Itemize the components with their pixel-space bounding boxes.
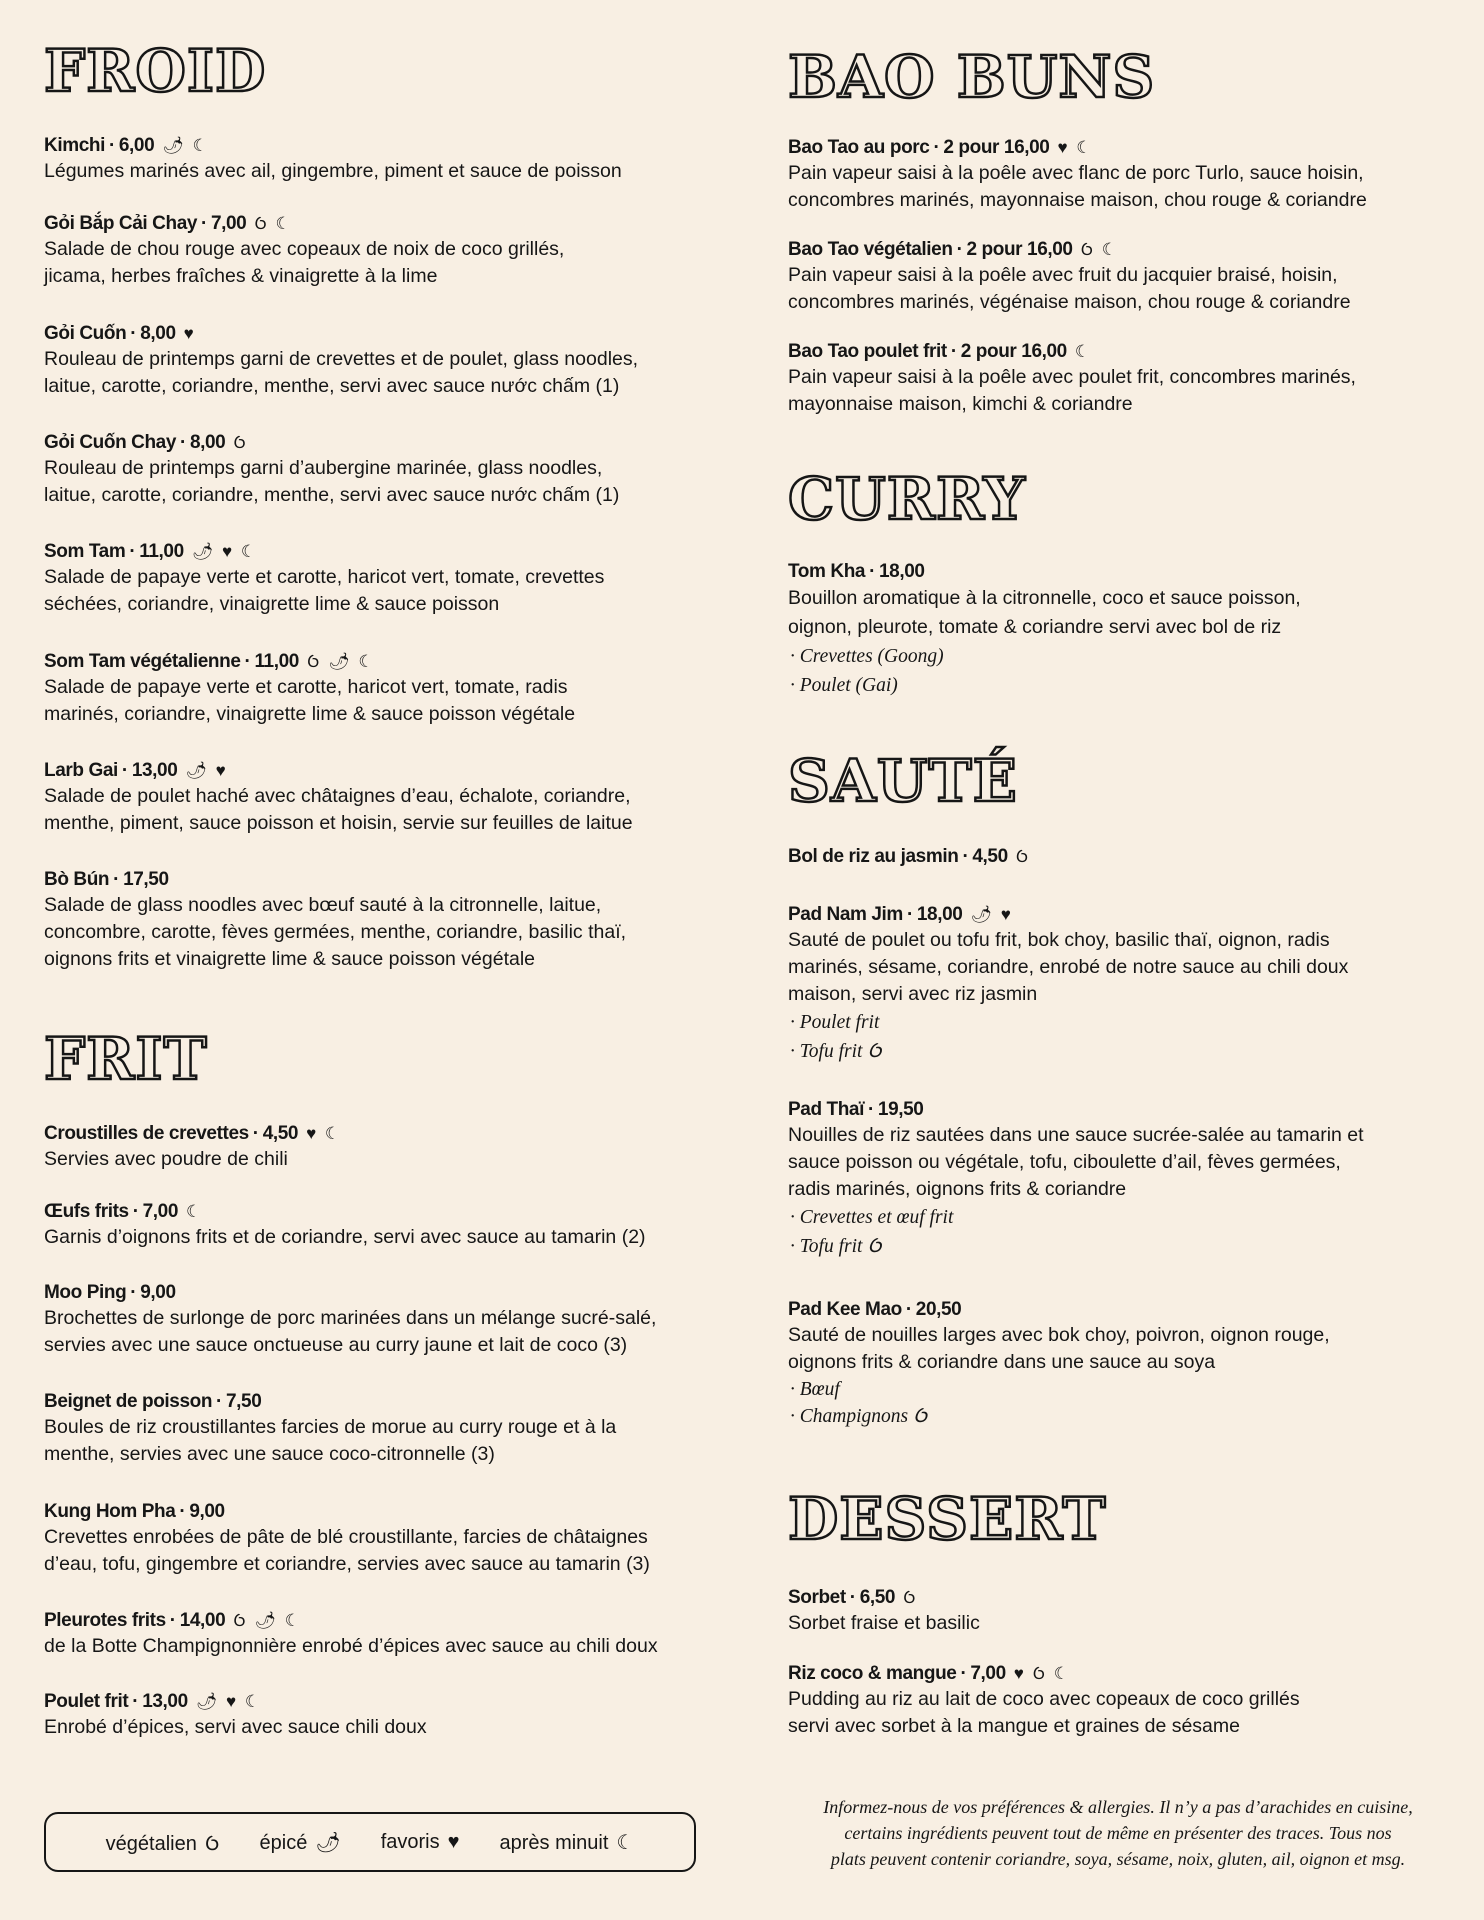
item-name: Kung Hom Pha (44, 1501, 176, 1522)
item-description: Sauté de nouilles larges avec bok choy, poivron, oignon rouge, oignons frits & coriandre dans une sauce au soya (788, 1324, 1330, 1373)
item-name: Riz coco & mangue (788, 1663, 957, 1684)
item-description: Légumes marinés avec ail, gingembre, piment et sauce de poisson (44, 160, 622, 182)
item-price: 11,00 (139, 541, 184, 562)
item-description: Enrobé d’épices, servi avec sauce chili doux (44, 1716, 427, 1738)
legend-after-midnight: après minuit ☾ (499, 1831, 635, 1854)
item-name: Larb Gai (44, 760, 118, 781)
item-option: · Poulet frit (790, 1012, 880, 1033)
icon-legend (44, 1812, 696, 1872)
item-price: 18,00 (879, 561, 925, 582)
moon-icon: ☾ (616, 1831, 635, 1854)
item-price: 2 pour 16,00 (960, 341, 1067, 362)
menu-item: Som Tam végétalienne · 11,00 Ỽ 🌶 ☾ Salade de papaye verte et carotte, haricot vert, tomate, radis marinés, coriandre, vinaigrette lime & sauce poisson végétale (44, 650, 704, 728)
item-description: Pudding au riz au lait de coco avec copeaux de coco grillés servi avec sorbet à la mangue et graines de sésame (788, 1688, 1300, 1737)
diet-icons: ♥ Ỽ ☾ (1013, 1664, 1072, 1683)
item-option: · Tofu frit Ỽ (790, 1041, 882, 1062)
menu-item: Beignet de poisson · 7,50 Boules de riz croustillantes farcies de morue au curry rouge et à la menthe, servies avec une sauce coco-citronnelle (3) (44, 1390, 704, 1468)
diet-icons: Ỽ (233, 433, 248, 452)
menu-item: Sorbet · 6,50 Ỽ Sorbet fraise et basilic (788, 1586, 1448, 1637)
menu-item: Kung Hom Pha · 9,00 Crevettes enrobées de pâte de blé croustillante, farcies de châtaignes d’eau, tofu, gingembre et coriandre, servies avec sauce au tamarin (3) (44, 1500, 704, 1578)
item-price: 8,00 (189, 432, 226, 453)
diet-icons: 🌶 ♥ ☾ (195, 1692, 263, 1711)
item-name: Bao Tao au porc (788, 137, 930, 158)
item-price: 7,00 (970, 1663, 1006, 1684)
item-description: Rouleau de printemps garni de crevettes et de poulet, glass noodles, laitue, carotte, coriandre, menthe, servi avec sauce nước chấm (1) (44, 348, 639, 397)
menu-item: Som Tam · 11,00 🌶 ♥ ☾ Salade de papaye verte et carotte, haricot vert, tomate, crevettes séchées, coriandre, vinaigrette lime & sauce poisson (44, 540, 704, 618)
menu-item: Gỏi Cuốn Chay · 8,00 Ỽ Rouleau de printemps garni d’aubergine marinée, glass noodles, laitue, carotte, coriandre, menthe, servi avec sauce nước chấm (1) (44, 431, 704, 509)
item-option: · Crevettes et œuf frit (790, 1207, 954, 1228)
item-name: Poulet frit (44, 1691, 129, 1712)
diet-icons: ☾ (186, 1202, 204, 1221)
item-description: Salade de chou rouge avec copeaux de noix de coco grillés, jicama, herbes fraîches & vinaigrette à la lime (44, 238, 565, 287)
item-name: Bol de riz au jasmin (788, 846, 959, 867)
item-price: 7,00 (142, 1201, 179, 1222)
menu-item: Bao Tao végétalien · 2 pour 16,00 Ỽ ☾ Pain vapeur saisi à la poêle avec fruit du jacquier braisé, hoisin, concombres marinés, végénaise maison, chou rouge & coriandre (788, 238, 1448, 316)
menu-item: Pad Kee Mao · 20,50 Sauté de nouilles larges avec bok choy, poivron, oignon rouge, oignons frits & coriandre dans une sauce au soya · Bœuf · Champignons Ỽ (788, 1298, 1448, 1430)
item-price: 4,50 (262, 1123, 299, 1144)
item-description: Salade de glass noodles avec bœuf sauté à la citronnelle, laitue, concombre, carotte, fèves germées, menthe, coriandre, basilic thaï, oignons frits et vinaigrette lime & sauce poisson végétale (44, 894, 627, 970)
menu-item: Larb Gai · 13,00 🌶 ♥ Salade de poulet haché avec châtaignes d’eau, échalote, coriandre, menthe, piment, sauce poisson et hoisin, servie sur feuilles de laitue (44, 759, 704, 837)
item-description: Pain vapeur saisi à la poêle avec fruit du jacquier braisé, hoisin, concombres marinés, végénaise maison, chou rouge & coriandre (788, 264, 1351, 313)
item-option: · Champignons Ỽ (790, 1406, 928, 1427)
item-description: Salade de poulet haché avec châtaignes d’eau, échalote, coriandre, menthe, piment, sauce poisson et hoisin, servie sur feuilles de laitue (44, 785, 633, 834)
item-price: 6,00 (118, 135, 155, 156)
item-name: Gỏi Cuốn (44, 323, 127, 344)
menu-item: Croustilles de crevettes · 4,50 ♥ ☾ Servies avec poudre de chili (44, 1122, 704, 1173)
item-price: 13,00 (142, 1691, 188, 1712)
item-description: Salade de papaye verte et carotte, haricot vert, tomate, radis marinés, coriandre, vinaigrette lime & sauce poisson végétale (44, 676, 576, 725)
menu-item: Bao Tao au porc · 2 pour 16,00 ♥ ☾ Pain vapeur saisi à la poêle avec flanc de porc Turlo, sauce hoisin, concombres marinés, mayonnaise maison, chou rouge & coriandre (788, 136, 1448, 214)
legend-favorite: favoris ♥ (380, 1830, 460, 1853)
item-name: Som Tam végétalienne (44, 651, 241, 672)
item-name: Kimchi (44, 135, 105, 156)
diet-icons: ♥ (183, 324, 196, 343)
item-name: Bò Bún (44, 869, 110, 890)
item-option: · Crevettes (Goong) (790, 646, 944, 667)
item-description: Pain vapeur saisi à la poêle avec flanc de porc Turlo, sauce hoisin, concombres marinés, mayonnaise maison, chou rouge & coriandre (788, 162, 1367, 211)
menu-item: Gỏi Cuốn · 8,00 ♥ Rouleau de printemps garni de crevettes et de poulet, glass noodles, laitue, carotte, coriandre, menthe, servi avec sauce nước chấm (1) (44, 322, 704, 400)
item-name: Moo Ping (44, 1282, 127, 1303)
item-price: 9,00 (140, 1282, 176, 1303)
allergy-note: Informez-nous de vos préférences & allergies. Il n’y a pas d’arachides en cuisine, certains ingrédients peuvent tout de même en présenter des traces. Tous nos plats peuvent contenir coriandre, soya, sésame, noix, gluten, ail, oignon et msg. (823, 1797, 1413, 1869)
menu-item: Gỏi Bắp Cải Chay · 7,00 Ỽ ☾ Salade de chou rouge avec copeaux de noix de coco grillés, jicama, herbes fraîches & vinaigrette à la lime (44, 212, 704, 290)
menu-item: Bò Bún · 17,50 Salade de glass noodles avec bœuf sauté à la citronnelle, laitue, concombre, carotte, fèves germées, menthe, coriandre, basilic thaï, oignons frits et vinaigrette lime & sauce poisson végétale (44, 868, 704, 973)
legend-vegetarian: végétalien Ỽ (105, 1832, 220, 1855)
menu-item: Poulet frit · 13,00 🌶 ♥ ☾ Enrobé d’épices, servi avec sauce chili doux (44, 1690, 704, 1741)
section-title-curry: CURRY (788, 465, 1026, 533)
section-title-dessert: DESSERT (788, 1485, 1107, 1553)
diet-icons: 🌶 ♥ ☾ (191, 542, 259, 561)
menu-item: Moo Ping · 9,00 Brochettes de surlonge de porc marinées dans un mélange sucré-salé, servies avec une sauce onctueuse au curry jaune et lait de coco (3) (44, 1281, 704, 1359)
menu-item: Pad Thaï · 19,50 Nouilles de riz sautées dans une sauce sucrée-salée au tamarin et sauce poisson ou végétale, tofu, ciboulette d’ail, fèves germées, radis marinés, oignons frits & coriandre · Crevettes et œuf frit · Tofu frit Ỽ (788, 1098, 1448, 1261)
diet-icons: Ỽ ☾ (254, 214, 293, 233)
item-description: Sorbet fraise et basilic (788, 1612, 980, 1634)
item-price: 20,50 (915, 1299, 962, 1320)
diet-icons: Ỽ (1015, 847, 1031, 866)
item-price: 11,00 (254, 651, 299, 672)
item-price: 13,00 (131, 760, 178, 781)
item-name: Sorbet (788, 1587, 846, 1608)
menu-item: Pleurotes frits · 14,00 Ỽ 🌶 ☾ de la Botte Champignonnière enrobé d’épices avec sauce au chili doux (44, 1609, 704, 1660)
item-description: Garnis d’oignons frits et de coriandre, servi avec sauce au tamarin (2) (44, 1226, 646, 1248)
item-name: Croustilles de crevettes (44, 1123, 249, 1144)
item-name: Pad Nam Jim (788, 904, 903, 925)
item-price: 9,00 (189, 1501, 225, 1522)
item-price: 6,50 (859, 1587, 896, 1608)
item-description: Salade de papaye verte et carotte, haricot vert, tomate, crevettes séchées, coriandre, vinaigrette lime & sauce poisson (44, 566, 605, 615)
chili-pepper-icon: 🌶 (315, 1831, 341, 1854)
vegetarian-icon: Ỽ (204, 1832, 220, 1855)
item-option: · Bœuf (790, 1379, 840, 1400)
item-name: Œufs frits (44, 1201, 129, 1222)
section-title-frit: FRIT (44, 1025, 208, 1093)
item-description: Sauté de poulet ou tofu frit, bok choy, basilic thaï, oignon, radis marinés, sésame, coriandre, enrobé de notre sauce au chili doux maison, servi avec riz jasmin (788, 929, 1349, 1005)
item-description: Crevettes enrobées de pâte de blé croustillante, farcies de châtaignes d’eau, tofu, gingembre et coriandre, servies avec sauce au tamarin (3) (44, 1526, 650, 1575)
item-price: 14,00 (179, 1610, 226, 1631)
diet-icons: Ỽ 🌶 ☾ (306, 652, 376, 671)
heart-icon: ♥ (447, 1830, 460, 1853)
section-title-saute: SAUTÉ (788, 747, 1018, 815)
diet-icons: ♥ ☾ (306, 1124, 343, 1143)
item-name: Beignet de poisson (44, 1391, 213, 1412)
item-name: Gỏi Cuốn Chay (44, 432, 177, 453)
diet-icons: Ỽ ☾ (1080, 240, 1120, 259)
menu-item: Bao Tao poulet frit · 2 pour 16,00 ☾ Pain vapeur saisi à la poêle avec poulet frit, concombres marinés, mayonnaise maison, kimchi & coriandre (788, 340, 1448, 418)
diet-icons: 🌶 ♥ (185, 761, 228, 780)
item-price: 4,50 (972, 846, 1008, 867)
item-price: 8,00 (140, 323, 176, 344)
menu-item: Pad Nam Jim · 18,00 🌶 ♥ Sauté de poulet ou tofu frit, bok choy, basilic thaï, oignon, radis marinés, sésame, coriandre, enrobé de notre sauce au chili doux maison, servi avec riz jasmin · Poulet frit · Tofu frit Ỽ (788, 903, 1448, 1066)
item-price: 7,00 (210, 213, 247, 234)
item-name: Tom Kha (788, 561, 866, 582)
item-name: Pad Kee Mao (788, 1299, 902, 1320)
diet-icons: ☾ (1074, 342, 1093, 361)
menu-item: Œufs frits · 7,00 ☾ Garnis d’oignons frits et de coriandre, servi avec sauce au tamarin (2) (44, 1200, 704, 1251)
section-title-froid: FROID (44, 37, 267, 105)
diet-icons: 🌶 ♥ (970, 905, 1013, 924)
item-option: · Poulet (Gai) (790, 675, 898, 696)
item-description: Rouleau de printemps garni d’aubergine marinée, glass noodles, laitue, carotte, coriandre, menthe, servi avec sauce nước chấm (1) (44, 457, 620, 506)
item-option: · Tofu frit Ỽ (790, 1236, 882, 1257)
item-description: Bouillon aromatique à la citronnelle, coco et sauce poisson, oignon, pleurote, tomate & coriandre servi avec bol de riz (788, 587, 1301, 638)
menu-item: Kimchi · 6,00 🌶 ☾ Légumes marinés avec ail, gingembre, piment et sauce de poisson (44, 134, 704, 185)
item-price: 17,50 (123, 869, 169, 890)
diet-icons: 🌶 ☾ (162, 136, 210, 155)
item-name: Som Tam (44, 541, 126, 562)
item-name: Gỏi Bắp Cải Chay (44, 213, 198, 234)
diet-icons: ♥ ☾ (1057, 138, 1094, 157)
item-name: Bao Tao poulet frit (788, 341, 947, 362)
item-description: Servies avec poudre de chili (44, 1148, 288, 1170)
item-price: 7,50 (225, 1391, 262, 1412)
item-name: Bao Tao végétalien (788, 239, 953, 260)
diet-icons: Ỽ 🌶 ☾ (233, 1611, 302, 1630)
item-price: 2 pour 16,00 (943, 137, 1050, 158)
menu-item: Riz coco & mangue · 7,00 ♥ Ỽ ☾ Pudding au riz au lait de coco avec copeaux de coco grillés servi avec sorbet à la mangue et graines de sésame (788, 1662, 1448, 1740)
item-price: 18,00 (916, 904, 963, 925)
item-description: Pain vapeur saisi à la poêle avec poulet frit, concombres marinés, mayonnaise maison, kimchi & coriandre (788, 366, 1356, 415)
item-description: de la Botte Champignonnière enrobé d’épices avec sauce au chili doux (44, 1635, 658, 1657)
menu-item: Tom Kha · 18,00 Bouillon aromatique à la citronnelle, coco et sauce poisson, oignon, pleurote, tomate & coriandre servi avec bol de riz · Crevettes (Goong) · Poulet (Gai) (788, 560, 1448, 700)
menu-item: Bol de riz au jasmin · 4,50 Ỽ (788, 846, 1031, 867)
diet-icons: Ỽ (903, 1588, 918, 1607)
item-description: Nouilles de riz sautées dans une sauce sucrée-salée au tamarin et sauce poisson ou végétale, tofu, ciboulette d’ail, fèves germées, radis marinés, oignons frits & coriandre (788, 1124, 1364, 1200)
item-description: Boules de riz croustillantes farcies de morue au curry rouge et à la menthe, servies avec une sauce coco-citronnelle (3) (44, 1416, 617, 1465)
item-name: Pleurotes frits (44, 1610, 166, 1631)
item-description: Brochettes de surlonge de porc marinées dans un mélange sucré-salé, servies avec une sauce onctueuse au curry jaune et lait de coco (3) (44, 1307, 657, 1356)
item-price: 2 pour 16,00 (966, 239, 1073, 260)
section-title-bao-buns: BAO BUNS (788, 43, 1156, 111)
item-name: Pad Thaï (788, 1099, 864, 1120)
legend-spicy: épicé 🌶 (259, 1831, 341, 1854)
item-price: 19,50 (877, 1099, 924, 1120)
